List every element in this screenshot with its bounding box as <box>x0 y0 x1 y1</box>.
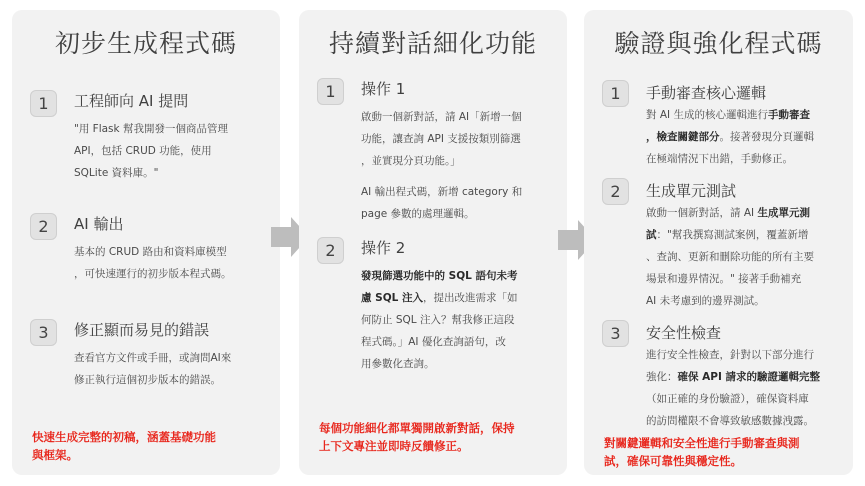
note-line: 快速生成完整的初稿，涵蓋基礎功能 <box>32 430 216 444</box>
step-heading: 修正顯而易見的錯誤 <box>74 321 210 339</box>
text-line: ，可快速運行的初步版本程式碼。 <box>74 268 232 280</box>
step-number: 1 <box>30 90 57 117</box>
bold-text: 確保 API 請求的驗證邏輯完整 <box>677 371 821 383</box>
step-number: 1 <box>317 78 344 105</box>
text-line: （如正確的身份驗證），確保資料庫 <box>646 393 809 405</box>
note-line: 上下文專注並即時反饋修正。 <box>319 439 469 453</box>
step-heading: 安全性檢查 <box>646 324 722 342</box>
summary-note <box>319 419 551 455</box>
text-line: ："幫我撰寫測試案例，覆蓋新增 <box>656 229 809 241</box>
panel-refine-features <box>299 10 567 475</box>
text-line: 啟動一個新對話，請 AI <box>646 207 758 219</box>
text-line: 程式碼。」AI 優化查詢語句，改 <box>361 336 506 348</box>
step-body <box>646 104 843 170</box>
text-line: AI 輸出程式碼，新增 category 和 <box>361 186 523 198</box>
text-line: 強化： <box>646 371 678 383</box>
panel-verify-strengthen <box>584 10 853 475</box>
text-line: 的訪問權限不會導致敏感數據洩露。 <box>646 415 814 427</box>
text-line: page 參數的處理邏輯。 <box>361 208 475 220</box>
bold-text: 手動審查 <box>767 109 810 121</box>
bold-text: ，檢查關鍵部分 <box>646 131 720 143</box>
text-line: 場景和邊界情況。" 接著手動補充 <box>646 273 802 285</box>
bold-text: 試 <box>646 229 657 241</box>
step-number: 1 <box>602 80 629 107</box>
text-line: ，提出改進需求「如 <box>423 292 518 304</box>
text-line: 。接著發現分頁邏輯 <box>719 131 814 143</box>
text-line: SQLite 資料庫。" <box>74 167 159 179</box>
step-heading: 工程師向 AI 提問 <box>74 92 189 110</box>
step-heading: AI 輸出 <box>74 215 124 233</box>
text-line: 修正執行這個初步版本的錯誤。 <box>74 374 221 386</box>
step-body <box>361 265 557 375</box>
text-line: ，並實現分頁功能。」 <box>361 155 461 167</box>
bold-text: 生成單元測 <box>757 207 810 219</box>
note-line: 每個功能細化都單獨開啟新對話，保持 <box>319 421 515 435</box>
note-line: 與框架。 <box>32 448 78 462</box>
text-line: AI 未考慮到的邊界測試。 <box>646 295 765 307</box>
step-body <box>74 241 270 285</box>
step-heading: 操作 1 <box>361 80 406 98</box>
step-body <box>646 202 843 312</box>
step-number: 2 <box>602 178 629 205</box>
bold-text: 慮 SQL 注入 <box>361 292 423 304</box>
step-body <box>74 118 270 184</box>
text-line: 功能，讓查詢 API 支援按類別篩選 <box>361 133 521 145</box>
step-heading: 操作 2 <box>361 239 406 257</box>
panel-initial-generation <box>12 10 280 475</box>
text-line: 基本的 CRUD 路由和資料庫模型 <box>74 246 227 258</box>
step-body <box>646 344 843 432</box>
text-line: 進行安全性檢查，針對以下部分進行 <box>646 349 814 361</box>
text-line: 對 AI 生成的核心邏輯進行 <box>646 109 768 121</box>
step-body <box>361 106 557 225</box>
step-heading: 生成單元測試 <box>646 182 737 200</box>
text-line: 查看官方文件或手冊，或詢問AI來 <box>74 352 232 364</box>
step-body <box>74 347 270 391</box>
step-number: 2 <box>30 213 57 240</box>
step-number: 3 <box>602 320 629 347</box>
summary-note <box>604 434 837 470</box>
summary-note <box>32 428 264 464</box>
text-line: 在極端情況下出錯，手動修正。 <box>646 153 793 165</box>
panel-title: 持續對話細化功能 <box>328 29 537 58</box>
text-line: API，包括 CRUD 功能，使用 <box>74 145 212 157</box>
step-heading: 手動審查核心邏輯 <box>646 84 767 102</box>
step-number: 3 <box>30 319 57 346</box>
text-line: 何防止 SQL 注入？幫我修正這段 <box>361 314 515 326</box>
text-line: 、查詢、更新和刪除功能的所有主要 <box>646 251 814 263</box>
note-line: 試，確保可靠性與穩定性。 <box>604 454 742 468</box>
step-number: 2 <box>317 237 344 264</box>
panel-title: 初步生成程式碼 <box>54 29 237 58</box>
note-line: 對關鍵邏輯和安全性進行手動審查與測 <box>604 436 800 450</box>
bold-text: 發現篩選功能中的 SQL 語句未考 <box>361 270 518 282</box>
text-line: "用 Flask 幫我開發一個商品管理 <box>74 123 228 135</box>
text-line: 啟動一個新對話，請 AI「新增一個 <box>361 111 522 123</box>
text-line: 用參數化查詢。 <box>361 358 435 370</box>
panel-title: 驗證與強化程式碼 <box>614 29 823 58</box>
